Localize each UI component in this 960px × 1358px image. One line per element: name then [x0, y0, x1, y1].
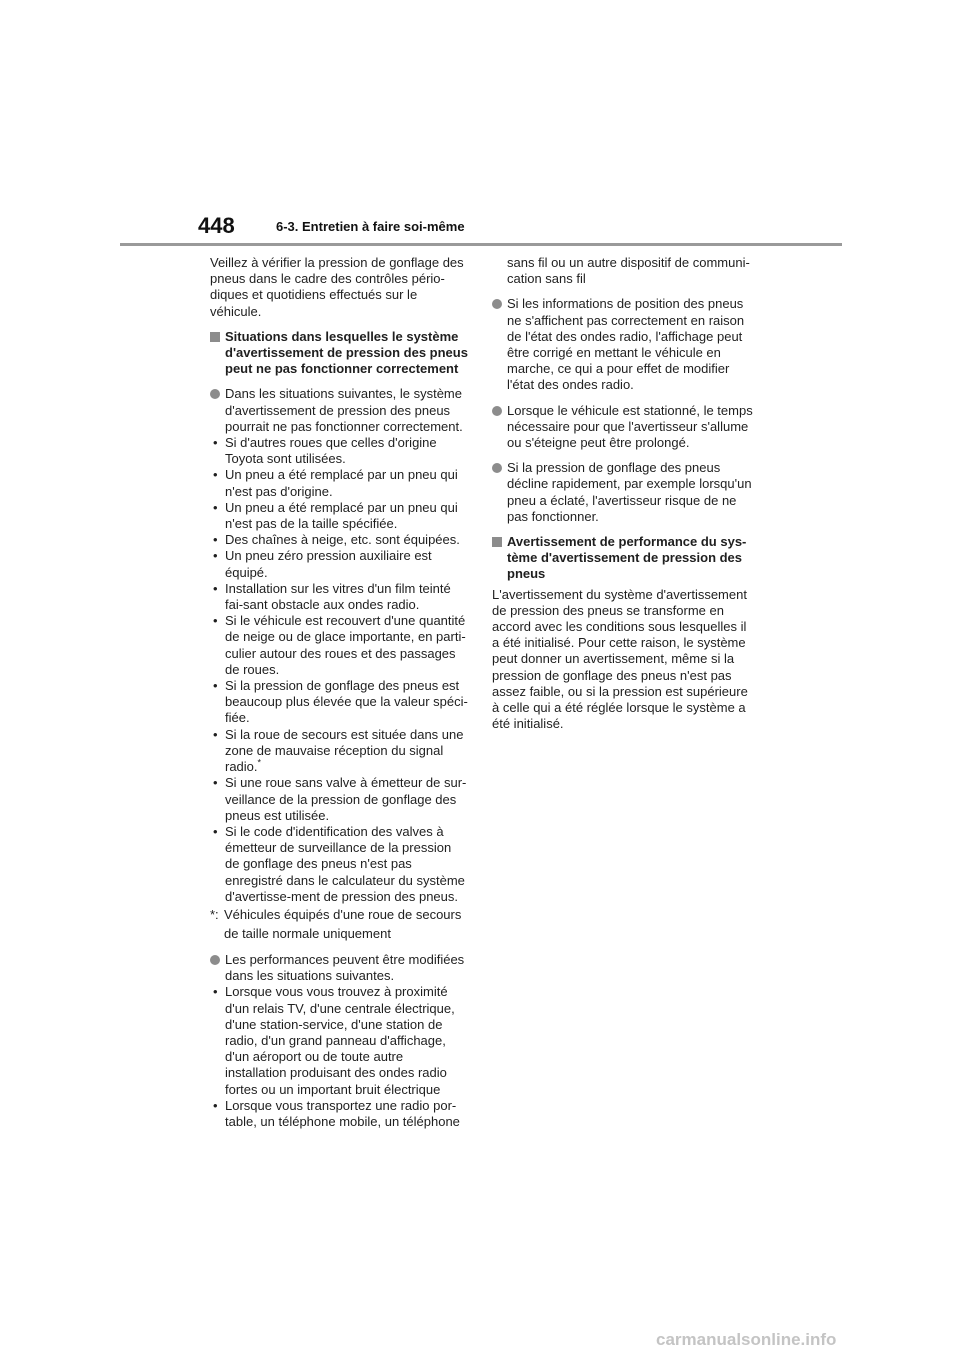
square-bullet-icon	[210, 332, 220, 342]
round-bullet-icon	[492, 406, 502, 416]
bullet-item-parked	[492, 403, 754, 452]
bullet-glyph: •	[213, 1097, 218, 1113]
bullet-item-position	[492, 296, 754, 393]
round-bullet-icon	[210, 389, 220, 399]
bullet-text: Si la pression de gonflage des pneus décline rapidement, par exemple lorsqu'un pneu a éclaté, l'avertisseur risque de ne pas fonctionner.	[507, 460, 752, 524]
list-item: • Lorsque vous transportez une radio por-table, un téléphone mobile, un téléphone	[213, 1097, 460, 1129]
bullet-glyph: •	[213, 435, 218, 451]
bullet-text: Si les informations de position des pneus ne s'affichent pas correctement en raison de l'état des ondes radio, l'affichage peut être corrigé en mettant le véhicule en marche, ce qui a pour effet de modifier l'état des ondes radio.	[507, 296, 745, 393]
footnote-text: Véhicules équipés d'une roue de secours de taille normale uniquement	[224, 906, 462, 941]
header-rule	[120, 243, 842, 246]
left-column	[210, 255, 468, 1130]
right-column	[492, 255, 754, 732]
list-item: • Des chaînes à neige, etc. sont équipées.	[213, 532, 460, 548]
bullet-glyph: •	[213, 726, 218, 742]
round-bullet-icon	[492, 463, 502, 473]
chapter-title: 6-3. Entretien à faire soi-même	[276, 219, 465, 234]
performance-list	[210, 984, 468, 1130]
bullet-glyph: •	[213, 823, 218, 839]
bullet-glyph: •	[213, 613, 218, 629]
section-heading-performance	[492, 534, 754, 583]
list-item: • Si le véhicule est recouvert d'une quantité de neige ou de glace importante, en parti-culier autour des roues et des passages de roues.	[213, 613, 466, 677]
page-number: 448	[198, 213, 235, 238]
bullet-text: Dans les situations suivantes, le système d'avertissement de pression des pneus pourrait ne pas fonctionner correctement.	[225, 386, 463, 434]
section-heading-text: Avertissement de performance du sys-tème d'avertissement de pression des pneus	[507, 534, 747, 582]
square-bullet-icon	[492, 537, 502, 547]
bullet-text: Les performances peuvent être modifiées dans les situations suivantes.	[225, 951, 465, 984]
section-heading-situations	[210, 329, 468, 378]
bullet-glyph: •	[213, 532, 218, 548]
footnote	[210, 905, 468, 943]
list-item: • Si le code d'identification des valves à émetteur de surveillance de la pression de gonflage des pneus n'est pas enregistré dans le calculateur du système d'avertisse-ment de pression des pneus.	[213, 823, 465, 904]
bullet-glyph: •	[213, 499, 218, 515]
section-heading-text: Situations dans lesquelles le système d'avertissement de pression des pneus peut ne pas fonctionner correctement	[225, 328, 468, 377]
conditions-list	[210, 435, 468, 905]
watermark: carmanualsonline.info	[656, 1330, 837, 1349]
bullet-item-rapid-decline	[492, 460, 754, 525]
bullet-glyph: •	[213, 467, 218, 483]
bullet-glyph: •	[213, 678, 218, 694]
list-item: • Si la pression de gonflage des pneus est beaucoup plus élevée que la valeur spéci-fiée.	[213, 678, 468, 726]
round-bullet-icon	[210, 955, 220, 965]
list-item: • Lorsque vous vous trouvez à proximité d'un relais TV, d'une centrale électrique, d'une station-service, d'une station de radio, d'un grand panneau d'affichage, d'un aéroport ou de toute autre installation produisant des ondes radio fortes ou un important bruit électrique	[213, 984, 455, 1097]
page-header	[0, 0, 960, 250]
bullet-glyph: •	[213, 580, 218, 596]
bullet-glyph: •	[213, 548, 218, 564]
list-item: • Un pneu zéro pression auxiliaire est équipé.	[213, 548, 432, 580]
continuation-text: sans fil ou un autre dispositif de communi-cation sans fil	[507, 255, 750, 287]
round-bullet-icon	[492, 299, 502, 309]
list-item: • Un pneu a été remplacé par un pneu qui n'est pas de la taille spécifiée.	[213, 499, 458, 532]
list-item: • Un pneu a été remplacé par un pneu qui n'est pas d'origine.	[213, 467, 458, 499]
footnote-asterisk: *	[257, 757, 262, 768]
bullet-item-performance	[210, 952, 468, 984]
list-item: • Si une roue sans valve à émetteur de sur-veillance de la pression de gonflage des pneus est utilisée.	[213, 775, 467, 823]
bullet-glyph: •	[213, 775, 218, 791]
list-item: • Si la roue de secours est située dans une zone de mauvaise réception du signal radio.*	[213, 726, 464, 775]
bullet-item-conditions	[210, 386, 468, 435]
list-item: • Installation sur les vitres d'un film teinté fai-sant obstacle aux ondes radio.	[213, 580, 451, 613]
bullet-text: Lorsque le véhicule est stationné, le temps nécessaire pour que l'avertisseur s'allume ou s'éteigne peut être prolongé.	[507, 402, 753, 451]
bullet-glyph: •	[213, 984, 218, 1000]
performance-paragraph: L'avertissement du système d'avertissement de pression des pneus se transforme en accord avec les conditions sous lesquelles il a été initialisé. Pour cette raison, le système peut donner un avertissement, même si la pression de gonflage des pneus n'est pas assez faible, ou si la pression est supérieure à celle qui a été réglée lorsque le système a été initialisé.	[492, 586, 748, 732]
footnote-mark: *:	[210, 906, 219, 922]
list-item: • Si d'autres roues que celles d'origine Toyota sont utilisées.	[213, 435, 437, 467]
intro-paragraph: Veillez à vérifier la pression de gonflage des pneus dans le cadre des contrôles pério-diques et quotidiens effectués sur le véhicule.	[210, 255, 464, 319]
